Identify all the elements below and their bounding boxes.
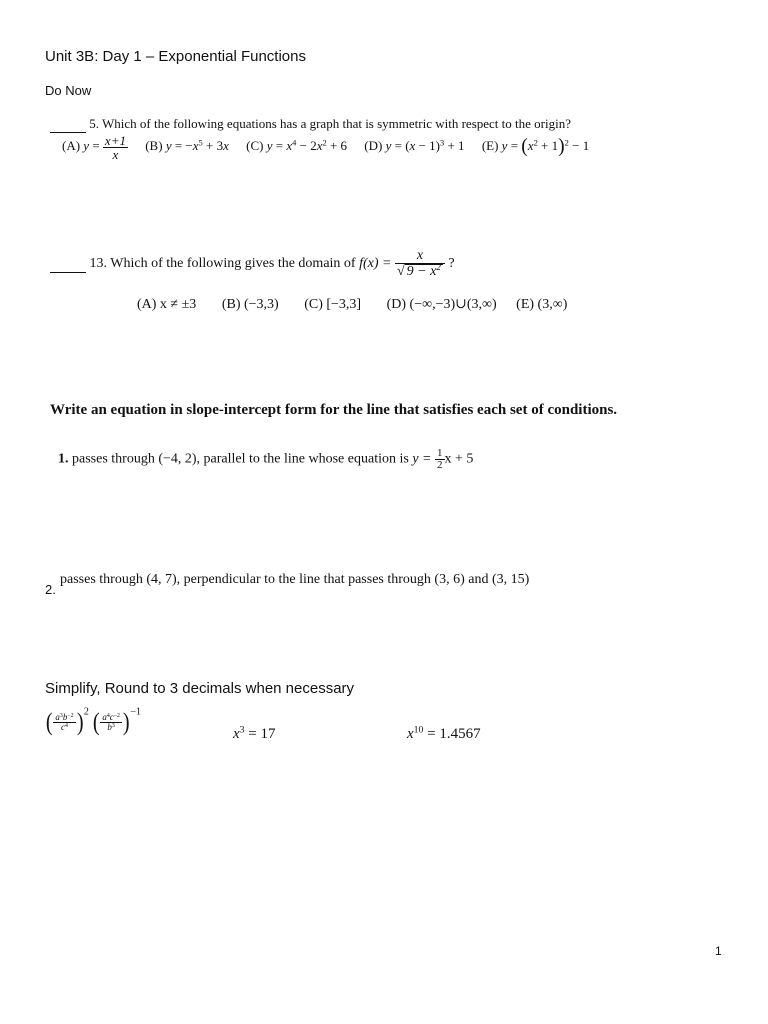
choice-d: (D) (−∞,−3)∪(3,∞) <box>386 297 497 312</box>
section-instruction: Write an equation in slope-intercept form for the line that satisfies each set of conditions. <box>50 402 618 418</box>
simplify-title: Simplify, Round to 3 decimals when necessary <box>45 680 355 697</box>
equation-x3: $x^3 = 17$ <box>233 724 276 742</box>
choice-e: (E) $y = (x^2 + 1)^2 - 1$ <box>481 136 590 158</box>
question-5-choices <box>62 134 589 161</box>
page-title: Unit 3B: Day 1 – Exponential Functions <box>45 48 306 65</box>
question-mark: ? <box>448 256 455 272</box>
answer-blank[interactable] <box>50 116 86 133</box>
fraction: $\frac{x}{√ 9 - x^2}$ <box>395 249 445 279</box>
do-now-label: Do Now <box>45 83 92 98</box>
choice-e: (E) (3,∞) <box>516 297 568 312</box>
choice-a: (A) y = $\frac{x+1}{x}$ <box>62 133 126 162</box>
question-13 <box>50 249 455 279</box>
problem-2-number: 2. <box>45 582 56 597</box>
page-number: 1 <box>715 944 722 958</box>
expression-1: ( $\frac{a^3b^{-2}}{c^4}$ )$^2$ ( $\frac{a^4c^{-2}}{b^3}$ )$^{-1}$ <box>45 706 141 736</box>
fraction: $\frac{x+1}{x}$ <box>104 133 126 162</box>
question-number: 5. <box>89 116 99 131</box>
fraction: $\frac{1}{2}$ <box>437 447 443 471</box>
choice-a: (A) x ≠ ±3 <box>137 297 197 312</box>
question-text: Which of the following gives the domain of <box>110 256 356 272</box>
choice-b: (B) $y = -x^5 + 3x$ <box>145 137 229 154</box>
question-text: Which of the following equations has a graph that is symmetric with respect to the origin? <box>102 116 571 131</box>
choice-d: (D) $y = (x - 1)^3 + 1$ <box>364 137 465 154</box>
function-name: f(x) = <box>359 256 392 272</box>
question-number: 13. <box>89 256 107 272</box>
equation-x10: $x^{10} = 1.4567$ <box>407 724 481 742</box>
problem-2-text: passes through (4, 7), perpendicular to the line that passes through (3, 6) and (3, 15) <box>60 572 530 587</box>
choice-c: (C) [−3,3] <box>304 297 362 312</box>
choice-c: (C) $y = x^4 - 2x^2 + 6$ <box>246 137 348 154</box>
question-5 <box>50 116 571 133</box>
question-13-choices <box>137 296 567 313</box>
problem-1: 1. passes through (−4, 2), parallel to the line whose equation is y = $\frac{1}{2}$ x + 5 <box>58 447 474 471</box>
choice-b: (B) (−3,3) <box>221 297 279 312</box>
answer-blank[interactable] <box>50 256 86 273</box>
